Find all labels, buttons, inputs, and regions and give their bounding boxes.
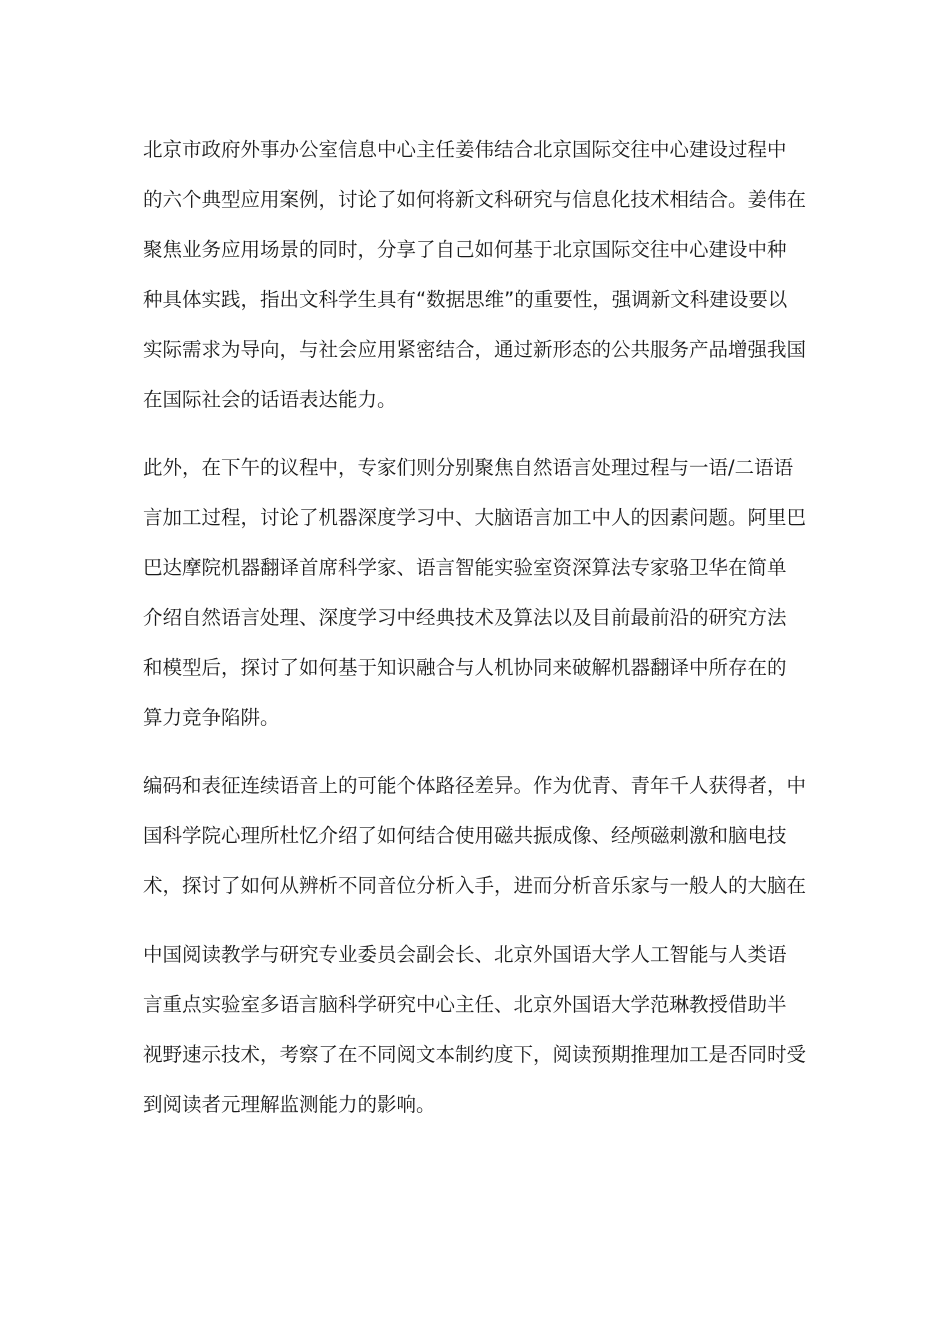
paragraph-1 <box>143 125 813 425</box>
text-line: 算力竞争陷阱。 <box>143 706 280 729</box>
paragraph-3 <box>143 761 813 911</box>
text-line: 在国际社会的话语表达能力。 <box>143 388 397 411</box>
text-line: 言加工过程，讨论了机器深度学习中、大脑语言加工中人的因素问题。阿里巴 <box>143 506 807 529</box>
text-line: 言重点实验室多语言脑科学研究中心主任、北京外国语大学范琳教授借助半 <box>143 993 787 1016</box>
text-line: 此外，在下午的议程中，专家们则分别聚焦自然语言处理过程与一语/二语语 <box>143 456 794 479</box>
text-line: 种具体实践，指出文科学生具有“数据思维”的重要性，强调新文科建设要以 <box>143 288 788 311</box>
text-line: 聚焦业务应用场景的同时，分享了自己如何基于北京国际交往中心建设中种 <box>143 238 787 261</box>
text-line: 北京市政府外事办公室信息中心主任姜伟结合北京国际交往中心建设过程中 <box>143 138 787 161</box>
paragraph-4 <box>143 930 813 1130</box>
text-line: 视野速示技术，考察了在不同阅文本制约度下，阅读预期推理加工是否同时受 <box>143 1043 807 1066</box>
text-line: 实际需求为导向，与社会应用紧密结合，通过新形态的公共服务产品增强我国 <box>143 338 807 361</box>
text-line: 和模型后，探讨了如何基于知识融合与人机协同来破解机器翻译中所存在的 <box>143 656 787 679</box>
text-line: 编码和表征连续语音上的可能个体路径差异。作为优青、青年千人获得者，中 <box>143 774 807 797</box>
text-line: 术，探讨了如何从辨析不同音位分析入手，进而分析音乐家与一般人的大脑在 <box>143 874 807 897</box>
text-line: 巴达摩院机器翻译首席科学家、语言智能实验室资深算法专家骆卫华在简单 <box>143 556 787 579</box>
text-line: 到阅读者元理解监测能力的影响。 <box>143 1093 436 1116</box>
text-line: 的六个典型应用案例，讨论了如何将新文科研究与信息化技术相结合。姜伟在 <box>143 188 807 211</box>
text-line: 中国阅读教学与研究专业委员会副会长、北京外国语大学人工智能与人类语 <box>143 943 787 966</box>
text-line: 国科学院心理所杜忆介绍了如何结合使用磁共振成像、经颅磁刺激和脑电技 <box>143 824 787 847</box>
text-line: 介绍自然语言处理、深度学习中经典技术及算法以及目前最前沿的研究方法 <box>143 606 787 629</box>
paragraph-2 <box>143 443 813 743</box>
